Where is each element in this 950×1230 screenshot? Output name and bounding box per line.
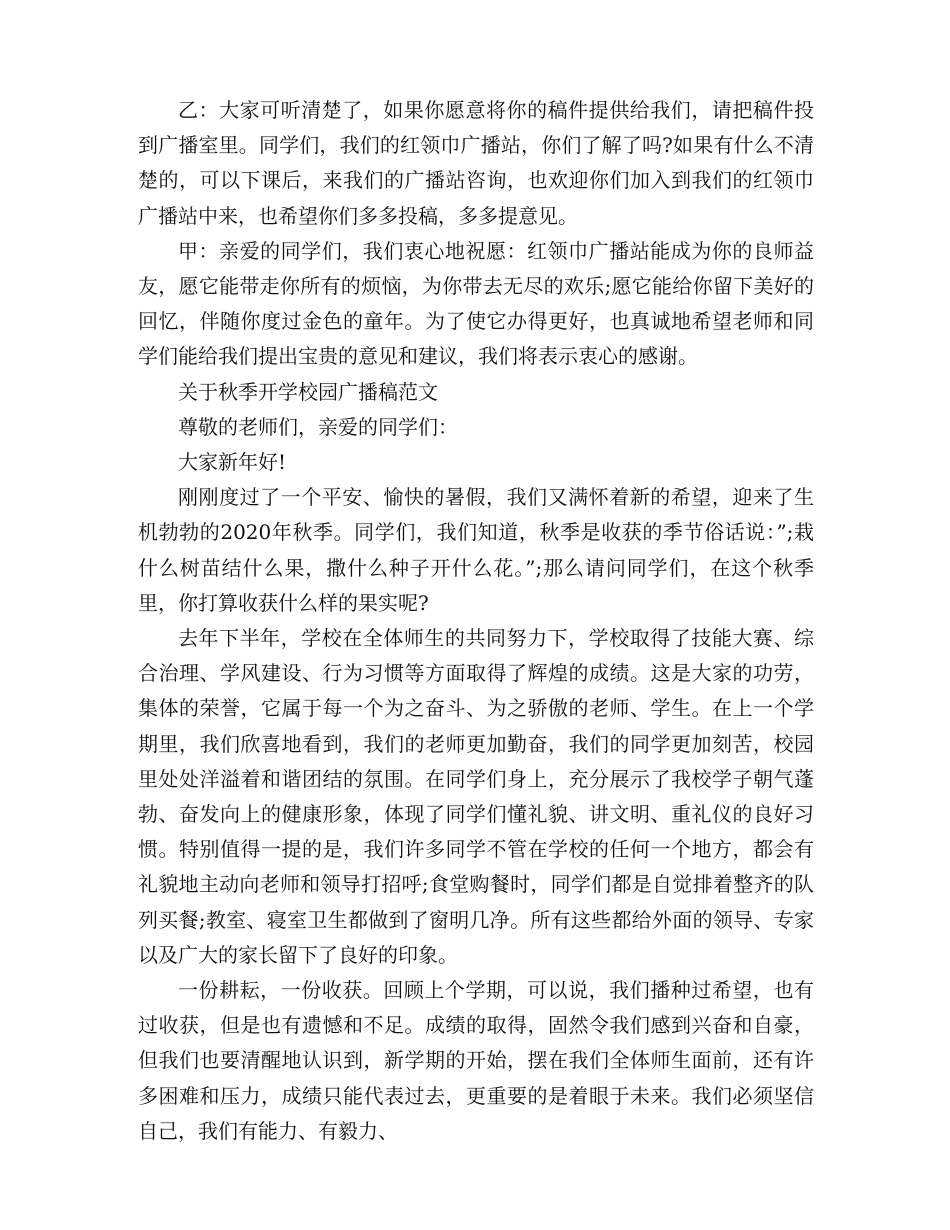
salutation: 尊敬的老师们，亲爱的同学们： [178,414,458,439]
document-body [138,93,814,1149]
paragraph-last-semester: 去年下半年，学校在全体师生的共同努力下，学校取得了技能大赛、综合治理、学风建设、行为习惯等方面取得了辉煌的成绩。这是大家的功劳，集体的荣誉，它属于每一个为之奋斗、为之骄傲的老师、学生。在上一个学期里，我们欣喜地看到，我们的老师更加勤奋，我们的同学更加刻苦，校园里处处洋溢着和谐团结的氛围。在同学们身上，充分展示了我校学子朝气蓬勃、奋发向上的健康形象，体现了同学们懂礼貌、讲文明、重礼仪的良好习惯。特别值得一提的是，我们许多同学不管在学校的任何一个地方，都会有礼貌地主动向老师和领导打招呼;食堂购餐时，同学们都是自觉排着整齐的队列买餐;教室、寝室卫生都做到了窗明几净。所有这些都给外面的领导、专家以及广大的家长留下了良好的印象。 [138,626,814,967]
paragraph-yi-speech: 乙：大家可听清楚了，如果你愿意将你的稿件提供给我们，请把稿件投到广播室里。同学们，我们的红领巾广播站，你们了解了吗?如果有什么不清楚的，可以下课后，来我们的广播站咨询，也欢迎你们加入到我们的红领巾广播站中来，也希望你们多多投稿，多多提意见。 [138,98,814,228]
paragraph-jia-speech: 甲：亲爱的同学们，我们衷心地祝愿：红领巾广播站能成为你的良师益友，愿它能带走你所有的烦恼，为你带去无尽的欢乐;愿它能给你留下美好的回忆，伴随你度过金色的童年。为了使它办得更好，也真诚地希望老师和同学们能给我们提出宝贵的意见和建议，我们将表示衷心的感谢。 [138,238,814,369]
paragraph-reflection: 一份耕耘，一份收获。回顾上个学期，可以说，我们播种过希望，也有过收获，但是也有遗憾和不足。成绩的取得，固然令我们感到兴奋和自豪，但我们也要清醒地认识到，新学期的开始，摆在我们全体师生面前，还有许多困难和压力，成绩只能代表过去，更重要的是着眼于未来。我们必须坚信自己，我们有能力、有毅力、 [138,978,814,1143]
paragraph-autumn-intro: 刚刚度过了一个平安、愉快的暑假，我们又满怀着新的希望，迎来了生机勃勃的2020年秋季。同学们，我们知道，秋季是收获的季节俗话说：”;栽什么树苗结什么果，撒什么种子开什么花。”;那么请问同学们，在这个秋季里，你打算收获什么样的果实呢? [138,485,814,615]
greeting: 大家新年好! [178,450,287,475]
section-title: 关于秋季开学校园广播稿范文 [178,379,438,404]
